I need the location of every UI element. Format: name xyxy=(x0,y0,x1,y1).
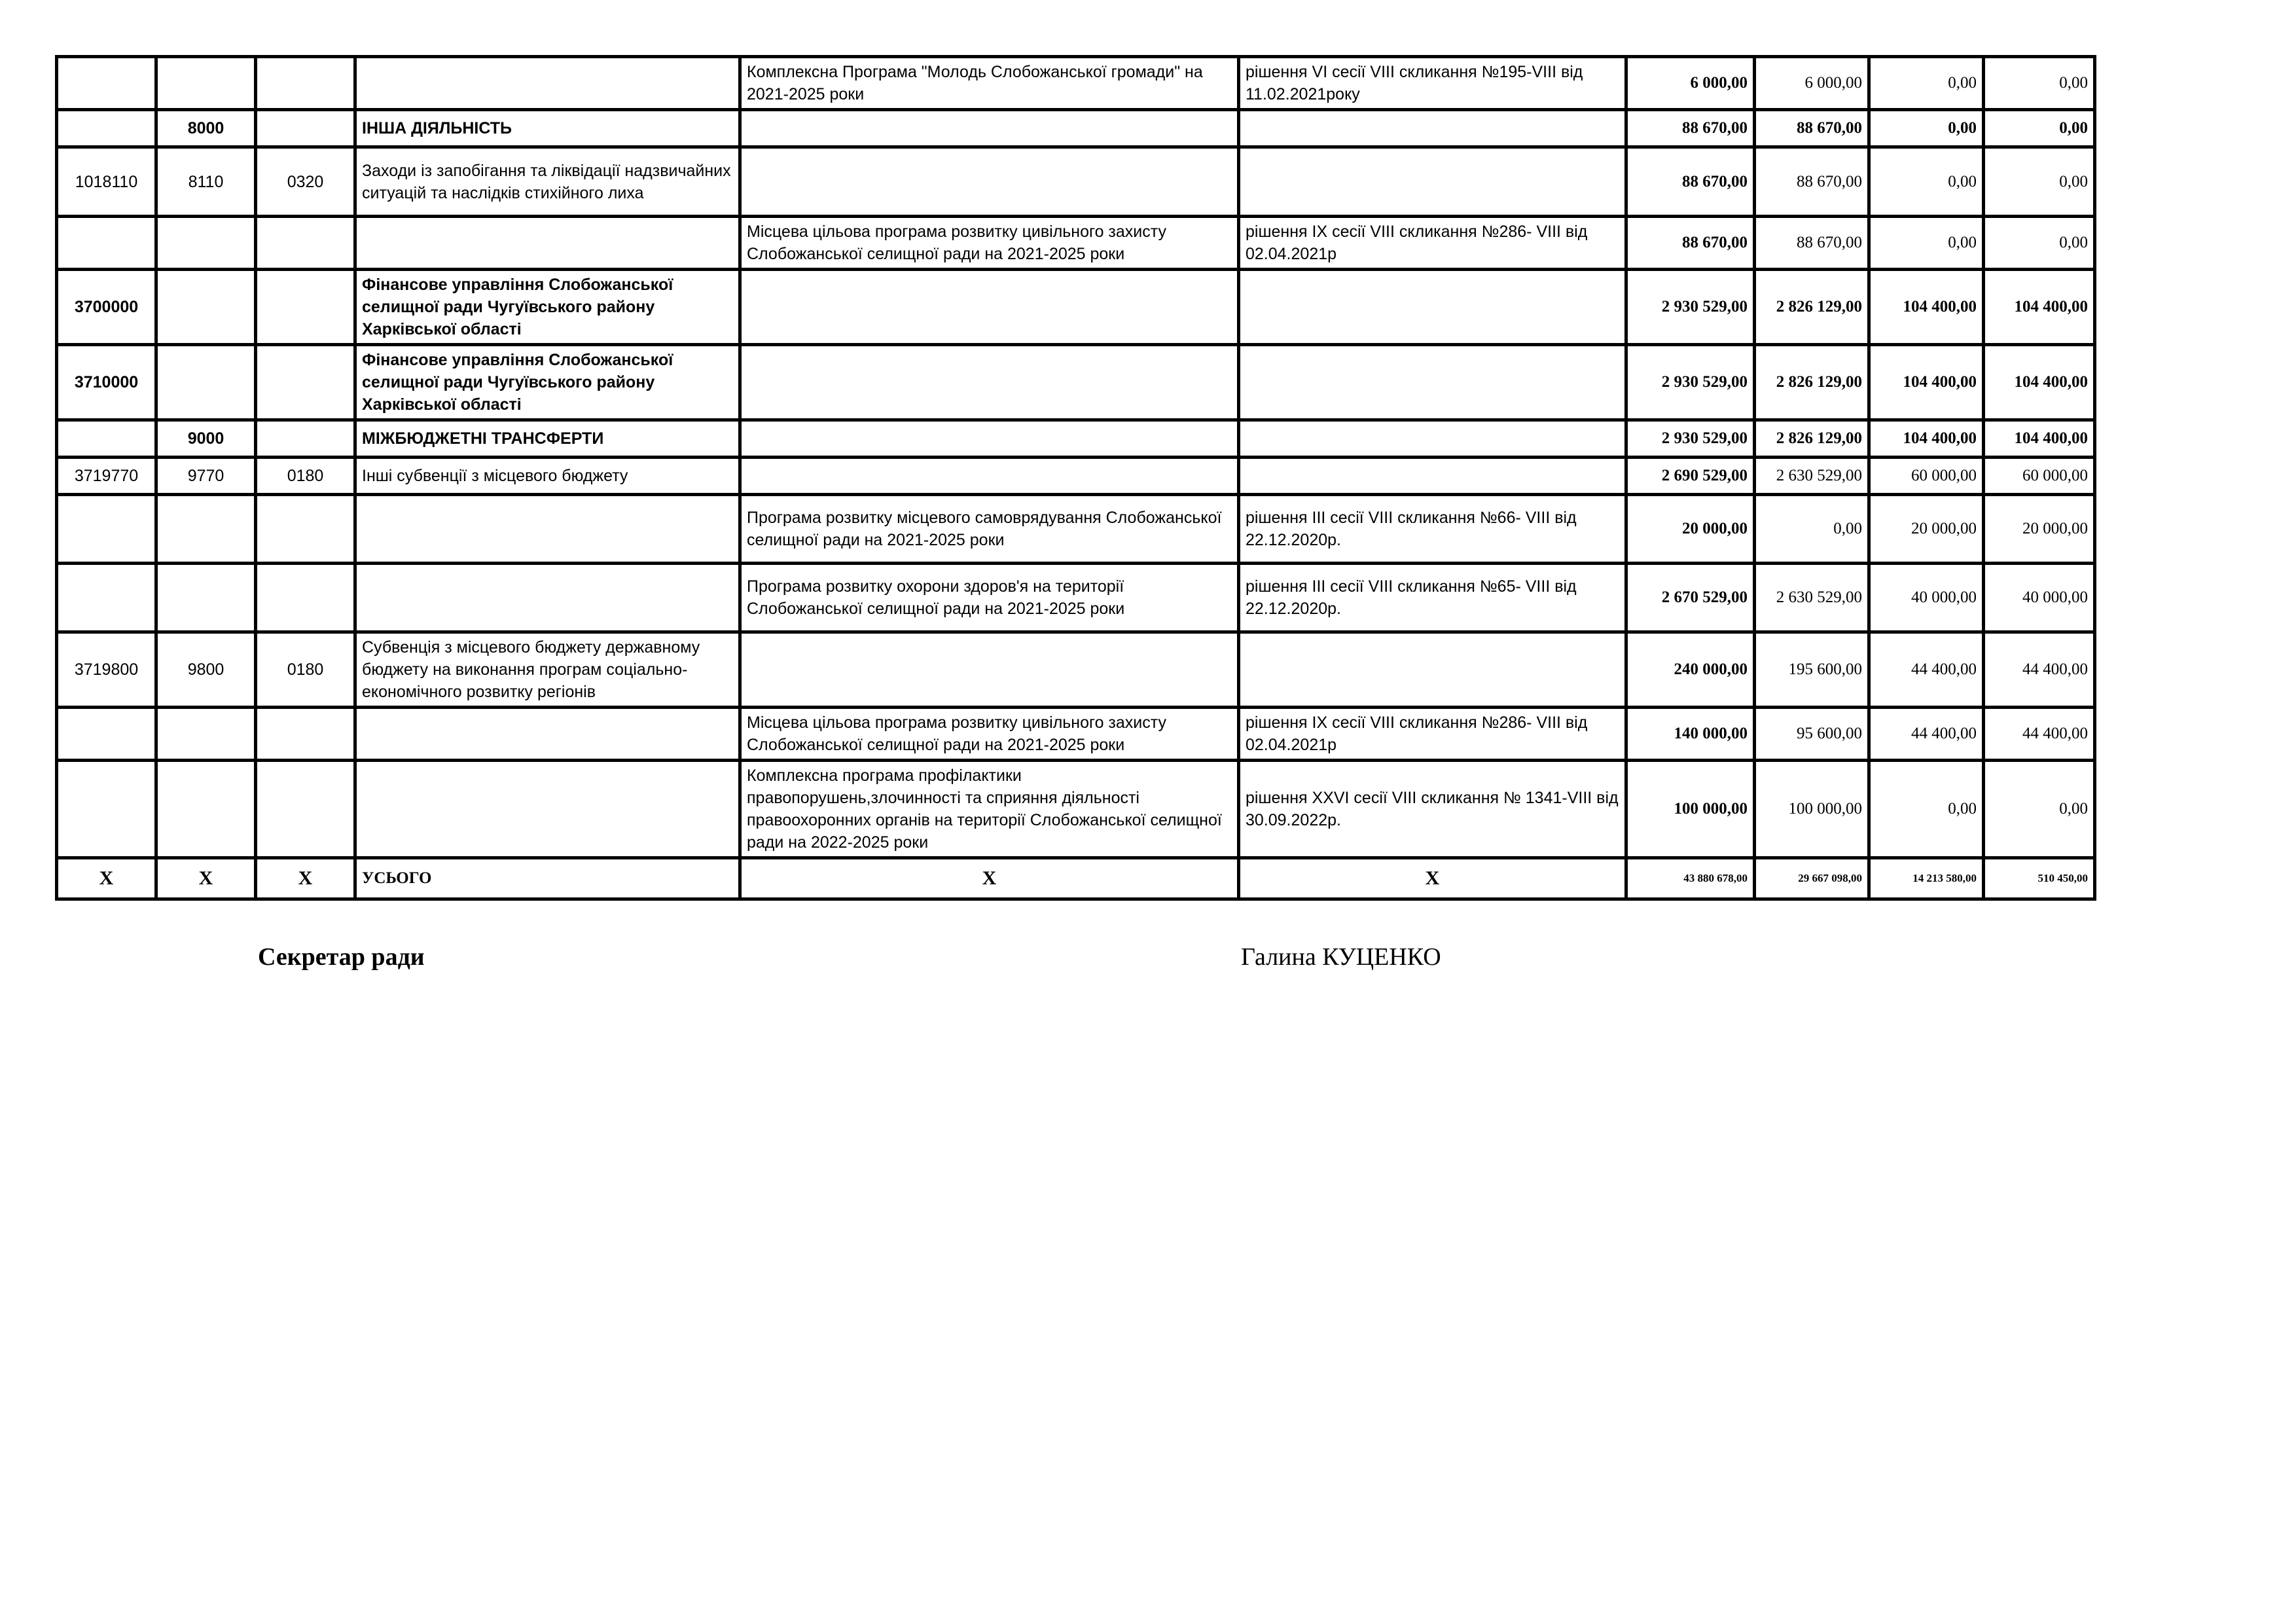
cell-total: 88 670,00 xyxy=(1626,110,1755,147)
cell-kfk xyxy=(156,708,256,761)
cell-general: 88 670,00 xyxy=(1755,217,1869,270)
cell-program: Програма розвитку місцевого самоврядування Слобожанської селищної ради на 2021-2025 роки xyxy=(740,495,1239,564)
cell-total: 6 000,00 xyxy=(1626,57,1755,110)
cell-decision xyxy=(1239,270,1626,345)
cell-total: 2 930 529,00 xyxy=(1626,420,1755,458)
cell-program xyxy=(740,632,1239,708)
cell-dev: 104 400,00 xyxy=(1984,345,2095,420)
total-cell-special: 14 213 580,00 xyxy=(1869,858,1984,899)
cell-general: 95 600,00 xyxy=(1755,708,1869,761)
cell-special: 104 400,00 xyxy=(1869,345,1984,420)
cell-dev: 104 400,00 xyxy=(1984,270,2095,345)
table-row xyxy=(57,458,2095,495)
budget-programs-table xyxy=(55,55,2096,901)
cell-dev: 44 400,00 xyxy=(1984,632,2095,708)
cell-dev: 0,00 xyxy=(1984,147,2095,217)
cell-kpk: 3719800 xyxy=(57,632,156,708)
signature-name: Галина КУЦЕНКО xyxy=(1241,943,1441,971)
cell-total: 2 930 529,00 xyxy=(1626,270,1755,345)
cell-name: Фінансове управління Слобожанської селищної ради Чугуївського району Харківської області xyxy=(355,345,740,420)
cell-kpk: 1018110 xyxy=(57,147,156,217)
cell-total: 240 000,00 xyxy=(1626,632,1755,708)
cell-kfk xyxy=(156,57,256,110)
cell-total: 140 000,00 xyxy=(1626,708,1755,761)
cell-program: Місцева цільова програма розвитку цивільного захисту Слобожанської селищної ради на 2021-2025 роки xyxy=(740,217,1239,270)
cell-general: 2 826 129,00 xyxy=(1755,270,1869,345)
table-row xyxy=(57,57,2095,110)
cell-name xyxy=(355,761,740,858)
cell-special: 104 400,00 xyxy=(1869,270,1984,345)
table-row xyxy=(57,110,2095,147)
cell-kfkv xyxy=(256,564,355,632)
cell-kfk xyxy=(156,495,256,564)
cell-name xyxy=(355,57,740,110)
cell-name: МІЖБЮДЖЕТНІ ТРАНСФЕРТИ xyxy=(355,420,740,458)
cell-kfk xyxy=(156,345,256,420)
cell-decision: рішення ХХVІ сесії VІІІ скликання № 1341-VІІІ від 30.09.2022р. xyxy=(1239,761,1626,858)
cell-kpk xyxy=(57,708,156,761)
cell-general: 2 826 129,00 xyxy=(1755,345,1869,420)
cell-kfkv xyxy=(256,345,355,420)
cell-dev: 20 000,00 xyxy=(1984,495,2095,564)
cell-special: 20 000,00 xyxy=(1869,495,1984,564)
cell-general: 100 000,00 xyxy=(1755,761,1869,858)
cell-special: 0,00 xyxy=(1869,57,1984,110)
table-row xyxy=(57,270,2095,345)
total-cell-program: Х xyxy=(740,858,1239,899)
total-cell-total: 43 880 678,00 xyxy=(1626,858,1755,899)
cell-kfk xyxy=(156,564,256,632)
cell-program xyxy=(740,420,1239,458)
cell-kfkv xyxy=(256,761,355,858)
cell-kfkv xyxy=(256,57,355,110)
cell-decision xyxy=(1239,458,1626,495)
cell-program xyxy=(740,345,1239,420)
cell-total: 2 930 529,00 xyxy=(1626,345,1755,420)
cell-decision xyxy=(1239,110,1626,147)
cell-decision xyxy=(1239,345,1626,420)
cell-kfkv: 0180 xyxy=(256,458,355,495)
table-row xyxy=(57,495,2095,564)
cell-name: Заходи із запобігання та ліквідації надзвичайних ситуацій та наслідків стихійного лиха xyxy=(355,147,740,217)
cell-kfkv xyxy=(256,495,355,564)
cell-dev: 0,00 xyxy=(1984,217,2095,270)
cell-kfkv xyxy=(256,708,355,761)
cell-total: 20 000,00 xyxy=(1626,495,1755,564)
cell-dev: 0,00 xyxy=(1984,57,2095,110)
cell-general: 2 826 129,00 xyxy=(1755,420,1869,458)
cell-decision: рішення ІХ сесії VІІІ скликання №286- VІІІ від 02.04.2021р xyxy=(1239,708,1626,761)
cell-kfk: 8000 xyxy=(156,110,256,147)
total-cell-general: 29 667 098,00 xyxy=(1755,858,1869,899)
cell-special: 40 000,00 xyxy=(1869,564,1984,632)
cell-kpk xyxy=(57,495,156,564)
cell-special: 0,00 xyxy=(1869,147,1984,217)
cell-kfk: 8110 xyxy=(156,147,256,217)
cell-program xyxy=(740,458,1239,495)
cell-program: Місцева цільова програма розвитку цивільного захисту Слобожанської селищної ради на 2021-2025 роки xyxy=(740,708,1239,761)
cell-kfkv xyxy=(256,217,355,270)
cell-dev: 0,00 xyxy=(1984,110,2095,147)
cell-kfk: 9000 xyxy=(156,420,256,458)
cell-name xyxy=(355,708,740,761)
cell-general: 6 000,00 xyxy=(1755,57,1869,110)
cell-total: 88 670,00 xyxy=(1626,147,1755,217)
cell-decision: рішення ІІІ сесії VІІІ скликання №65- VІІІ від 22.12.2020р. xyxy=(1239,564,1626,632)
cell-kpk xyxy=(57,217,156,270)
table-row xyxy=(57,147,2095,217)
cell-kfkv xyxy=(256,420,355,458)
cell-program: Комплексна програма профілактики правопорушень,злочинності та сприяння діяльності правоохоронних органів на території Слобожанської селищної ради на 2022-2025 роки xyxy=(740,761,1239,858)
table-row xyxy=(57,564,2095,632)
cell-dev: 44 400,00 xyxy=(1984,708,2095,761)
cell-name xyxy=(355,217,740,270)
cell-kpk xyxy=(57,761,156,858)
cell-program xyxy=(740,270,1239,345)
total-cell-dev: 510 450,00 xyxy=(1984,858,2095,899)
cell-name: ІНША ДІЯЛЬНІСТЬ xyxy=(355,110,740,147)
cell-name xyxy=(355,564,740,632)
cell-general: 88 670,00 xyxy=(1755,147,1869,217)
table-row xyxy=(57,632,2095,708)
table-row xyxy=(57,761,2095,858)
cell-kfk: 9800 xyxy=(156,632,256,708)
cell-kpk xyxy=(57,564,156,632)
cell-decision: рішення VІ сесії VІІІ скликання №195-VІІІ від 11.02.2021року xyxy=(1239,57,1626,110)
total-row xyxy=(57,858,2095,899)
cell-program xyxy=(740,147,1239,217)
table-row xyxy=(57,217,2095,270)
cell-special: 44 400,00 xyxy=(1869,708,1984,761)
cell-dev: 40 000,00 xyxy=(1984,564,2095,632)
cell-kpk xyxy=(57,57,156,110)
cell-kfk xyxy=(156,217,256,270)
cell-name: Інші субвенції з місцевого бюджету xyxy=(355,458,740,495)
cell-general: 2 630 529,00 xyxy=(1755,458,1869,495)
cell-decision xyxy=(1239,632,1626,708)
cell-kpk: 3710000 xyxy=(57,345,156,420)
cell-special: 60 000,00 xyxy=(1869,458,1984,495)
cell-special: 0,00 xyxy=(1869,110,1984,147)
cell-general: 0,00 xyxy=(1755,495,1869,564)
table-row xyxy=(57,708,2095,761)
cell-kpk xyxy=(57,110,156,147)
cell-total: 2 670 529,00 xyxy=(1626,564,1755,632)
cell-special: 0,00 xyxy=(1869,217,1984,270)
cell-decision: рішення ІХ сесії VІІІ скликання №286- VІІІ від 02.04.2021р xyxy=(1239,217,1626,270)
total-cell-decision: Х xyxy=(1239,858,1626,899)
signature-title: Секретар ради xyxy=(258,943,425,971)
cell-kfk xyxy=(156,761,256,858)
cell-general: 88 670,00 xyxy=(1755,110,1869,147)
table-body xyxy=(57,57,2095,899)
cell-name xyxy=(355,495,740,564)
cell-decision: рішення ІІІ сесії VІІІ скликання №66- VІІІ від 22.12.2020р. xyxy=(1239,495,1626,564)
total-cell-kpk: Х xyxy=(57,858,156,899)
cell-kfkv xyxy=(256,110,355,147)
table-row xyxy=(57,345,2095,420)
cell-total: 88 670,00 xyxy=(1626,217,1755,270)
cell-kpk: 3700000 xyxy=(57,270,156,345)
cell-kfk xyxy=(156,270,256,345)
cell-total: 100 000,00 xyxy=(1626,761,1755,858)
cell-general: 195 600,00 xyxy=(1755,632,1869,708)
cell-dev: 0,00 xyxy=(1984,761,2095,858)
cell-name: Фінансове управління Слобожанської селищної ради Чугуївського району Харківської області xyxy=(355,270,740,345)
cell-program: Комплексна Програма "Молодь Слобожанської громади" на 2021-2025 роки xyxy=(740,57,1239,110)
cell-dev: 60 000,00 xyxy=(1984,458,2095,495)
cell-kfk: 9770 xyxy=(156,458,256,495)
cell-special: 44 400,00 xyxy=(1869,632,1984,708)
cell-dev: 104 400,00 xyxy=(1984,420,2095,458)
cell-kpk xyxy=(57,420,156,458)
cell-decision xyxy=(1239,420,1626,458)
total-cell-kfk: Х xyxy=(156,858,256,899)
cell-kfkv: 0320 xyxy=(256,147,355,217)
cell-special: 104 400,00 xyxy=(1869,420,1984,458)
cell-kpk: 3719770 xyxy=(57,458,156,495)
table-row xyxy=(57,420,2095,458)
cell-program: Програма розвитку охорони здоров'я на території Слобожанської селищної ради на 2021-2025 роки xyxy=(740,564,1239,632)
cell-kfkv: 0180 xyxy=(256,632,355,708)
cell-kfkv xyxy=(256,270,355,345)
cell-special: 0,00 xyxy=(1869,761,1984,858)
total-cell-name: УСЬОГО xyxy=(355,858,740,899)
cell-decision xyxy=(1239,147,1626,217)
cell-program xyxy=(740,110,1239,147)
cell-name: Субвенція з місцевого бюджету державному бюджету на виконання програм соціально-економічного розвитку регіонів xyxy=(355,632,740,708)
cell-total: 2 690 529,00 xyxy=(1626,458,1755,495)
cell-general: 2 630 529,00 xyxy=(1755,564,1869,632)
total-cell-kfkv: Х xyxy=(256,858,355,899)
